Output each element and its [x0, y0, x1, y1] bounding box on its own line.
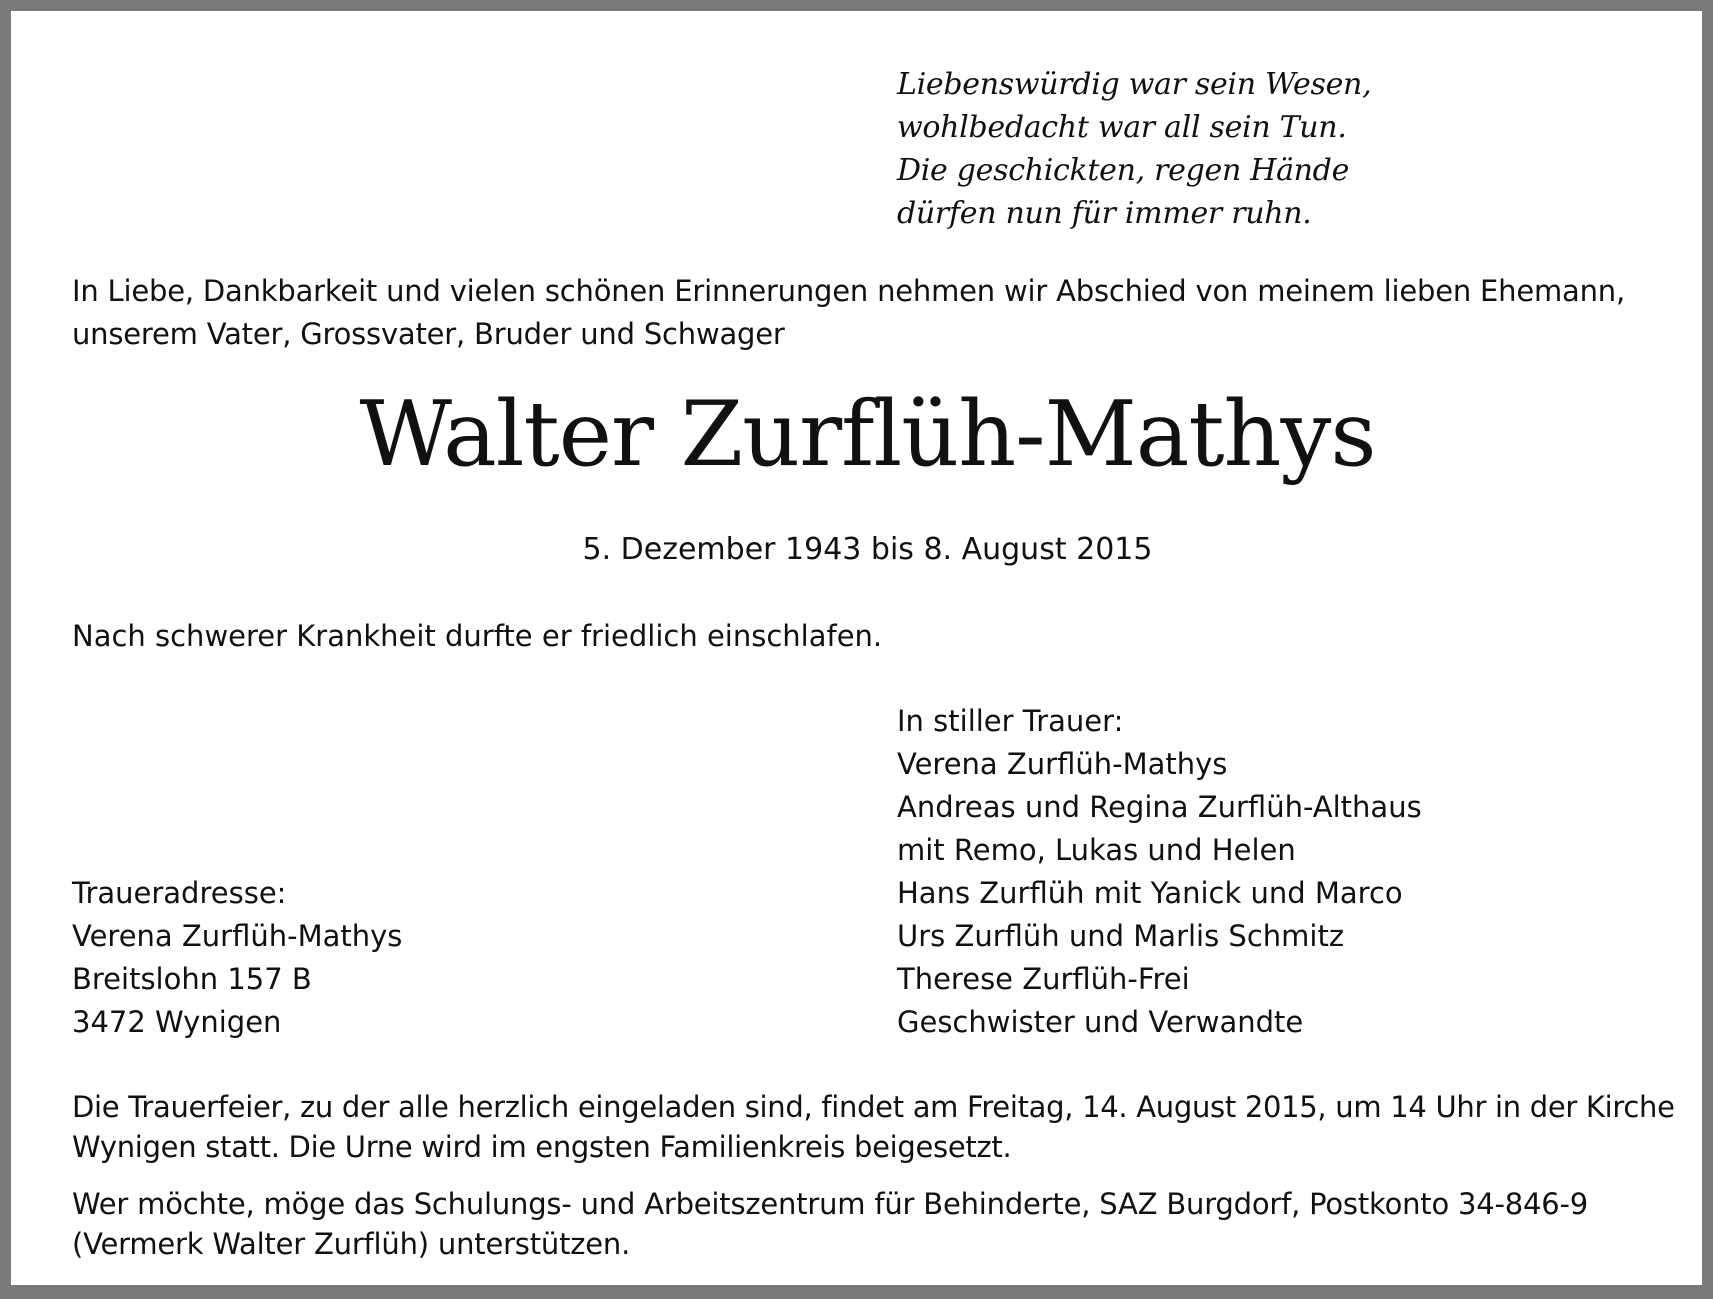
- memorial-verse: [897, 63, 1371, 235]
- verse-line: wohlbedacht war all sein Tun.: [897, 110, 1347, 145]
- funeral-service-info: [72, 1087, 1682, 1167]
- obituary-notice: [22, 22, 1713, 1296]
- mourner-line: Verena Zurflüh-Mathys: [897, 747, 1228, 781]
- address-line: 3472 Wynigen: [72, 1005, 282, 1039]
- mourning-address: [72, 872, 402, 1044]
- donation-info: [72, 1184, 1682, 1264]
- address-line: Breitslohn 157 B: [72, 962, 312, 996]
- mourner-line: Therese Zurflüh-Frei: [897, 962, 1190, 996]
- service-line: Die Trauerfeier, zu der alle herzlich eingeladen sind, findet am Freitag, 14. August 2015, um 14 Uhr in der Kirche: [72, 1090, 1675, 1124]
- intro-line: unserem Vater, Grossvater, Bruder und Schwager: [72, 317, 785, 351]
- intro-line: In Liebe, Dankbarkeit und vielen schönen Erinnerungen nehmen wir Abschied von meinem lieben Ehemann,: [72, 274, 1625, 308]
- mourners-heading: In stiller Trauer:: [897, 704, 1124, 738]
- mourner-line: Hans Zurflüh mit Yanick und Marco: [897, 876, 1403, 910]
- mourner-line: Urs Zurflüh und Marlis Schmitz: [897, 919, 1345, 953]
- verse-line: Die geschickten, regen Hände: [897, 153, 1350, 188]
- address-heading: Traueradresse:: [72, 876, 287, 910]
- mourner-line: Andreas und Regina Zurflüh-Althaus: [897, 790, 1422, 824]
- mourner-line: mit Remo, Lukas und Helen: [897, 833, 1296, 867]
- verse-line: Liebenswürdig war sein Wesen,: [897, 67, 1372, 102]
- donation-line: (Vermerk Walter Zurflüh) unterstützen.: [72, 1227, 631, 1261]
- mourner-line: Geschwister und Verwandte: [897, 1005, 1304, 1039]
- address-line: Verena Zurflüh-Mathys: [72, 919, 403, 953]
- service-line: Wynigen statt. Die Urne wird im engsten Familienkreis beigesetzt.: [72, 1130, 1012, 1164]
- donation-line: Wer möchte, möge das Schulungs- und Arbeitszentrum für Behinderte, SAZ Burgdorf, Postkonto 34-846-9: [72, 1187, 1589, 1221]
- mourners-list: [897, 700, 1422, 1044]
- verse-line: dürfen nun für immer ruhn.: [897, 196, 1312, 231]
- intro-paragraph: [72, 270, 1672, 356]
- deceased-name: Walter Zurflüh-Mathys: [359, 382, 1376, 487]
- illness-note: Nach schwerer Krankheit durfte er friedlich einschlafen.: [72, 619, 883, 653]
- life-dates: 5. Dezember 1943 bis 8. August 2015: [582, 532, 1153, 567]
